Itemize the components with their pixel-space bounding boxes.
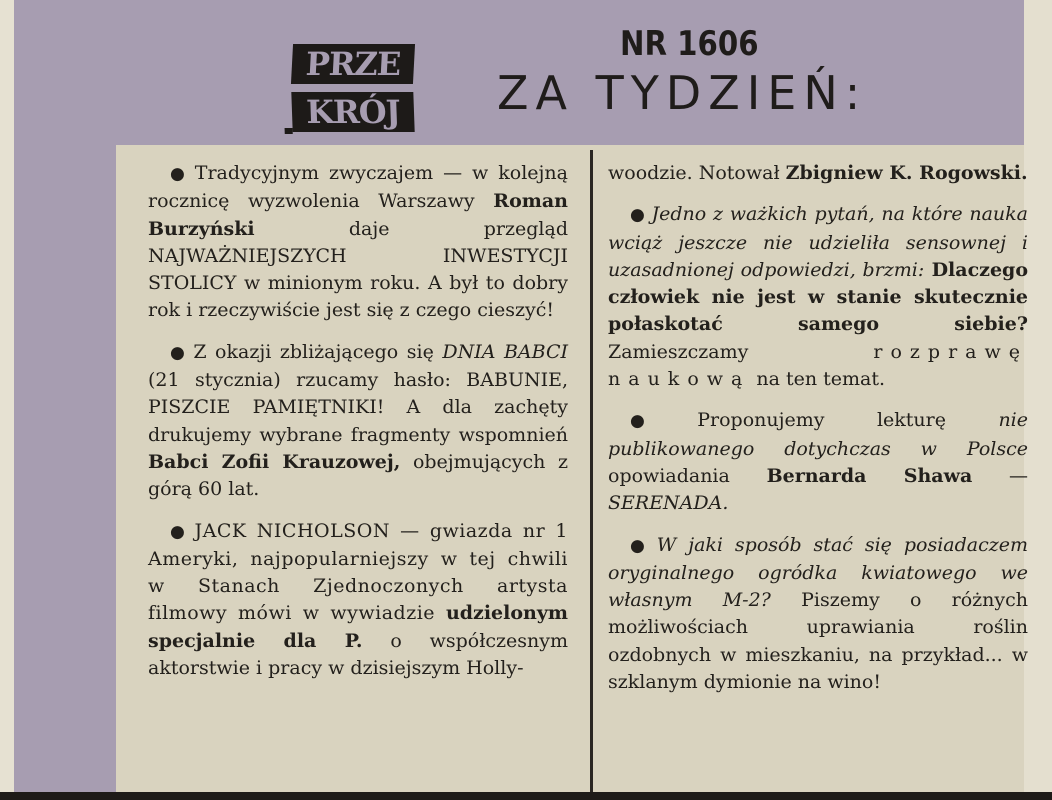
przekroj-logo: [292, 44, 420, 136]
author-name: Zbigniew K. Rogowski.: [785, 162, 1028, 184]
bullet-icon: ●: [630, 535, 651, 556]
next-week-heading: ZA TYDZIEŃ:: [497, 66, 868, 120]
teaser-italic: W jaki sposób stać się posiadaczem oryginalnego ogródka kwiatowego we własnym M-2?: [608, 533, 1028, 612]
teaser-text: JACK NICHOLSON — gwiazda nr 1 Ameryki, najpopularniejszy w tej chwili w Stanach Zjednoczonych artysta filmowy mówi w wywiadzie: [148, 519, 569, 625]
teaser-flower-garden: [608, 532, 1028, 697]
teaser-tickling: [608, 201, 1028, 393]
teaser-italic: nie publikowanego dotychczas w Polsce: [608, 409, 1028, 460]
author-name: Babci Zofii Krauzowej,: [148, 450, 401, 473]
left-column: [148, 160, 568, 696]
author-name: Roman Burzyński: [148, 190, 568, 240]
teaser-text: Zamieszczamy: [608, 340, 874, 363]
column-divider: [590, 150, 593, 792]
teaser-text: opowiadania: [608, 464, 767, 487]
story-title: SERENADA.: [608, 492, 729, 515]
issue-number: NR 1606: [620, 24, 759, 64]
bullet-icon: ●: [630, 205, 646, 226]
teaser-text: obejmujących z górą 60 lat.: [148, 450, 568, 501]
teaser-text: (21 stycznia) rzucamy hasło: BABUNIE, PISZCIE PAMIĘTNIKI! A dla zachęty drukujemy wybrane fragmenty wspomnień: [148, 369, 568, 446]
logo-top-block: PRZE: [291, 44, 415, 84]
teaser-text: Proponujemy lekturę: [697, 409, 999, 432]
teaser-italic: Jedno z ważkich pytań, na które nauka wciąż jeszcze nie udzieliła sensownej i uzasadnionej odpowiedzi, brzmi:: [608, 203, 1028, 281]
teaser-italic: DNIA BABCI: [442, 340, 568, 363]
teaser-spaced: rozprawę naukową: [608, 340, 1028, 391]
bullet-icon: ●: [170, 342, 188, 363]
teaser-text: woodzie. Notował: [608, 162, 786, 184]
teaser-text: o współczesnym aktorstwie i pracy w dzisiejszym Holly-: [148, 629, 568, 680]
teaser-shaw-serenade: [608, 407, 1028, 517]
teaser-warsaw-investments: [148, 160, 568, 325]
teaser-text: Z okazji zbliżającego się: [193, 340, 443, 363]
teaser-text: Piszemy o różnych możliwościach uprawiania roślin ozdobnych w mieszkaniu, na przykład... w szklanym dymionie na wino!: [608, 589, 1028, 694]
bullet-icon: ●: [630, 411, 692, 432]
teaser-continuation: [608, 160, 1028, 187]
teaser-text: na ten temat.: [750, 368, 886, 391]
teaser-jack-nicholson: [148, 518, 568, 683]
teaser-grandmother-day: [148, 339, 568, 504]
logo-bottom-block: KRÓJ: [291, 92, 414, 132]
right-column: [608, 160, 1028, 710]
teaser-text: daje przegląd NAJWAŻNIEJSZYCH INWESTYCJI STOLICY w minionym roku. A był to dobry rok i rzeczywiście jest się z czego cieszyć!: [148, 217, 568, 322]
bullet-icon: ●: [170, 164, 189, 184]
teaser-text: —: [972, 464, 1028, 487]
teaser-bold: Dlaczego człowiek nie jest w stanie skutecznie połaskotać samego siebie?: [608, 258, 1028, 336]
left-color-bar: [14, 145, 116, 800]
scan-edge: [0, 0, 14, 800]
teaser-text: Tradycyjnym zwyczajem — w kolejną rocznicę wyzwolenia Warszawy: [148, 162, 568, 213]
teaser-bold: udzielonym specjalnie dla P.: [148, 602, 568, 652]
bullet-icon: ●: [170, 521, 189, 542]
bottom-rule: [0, 792, 1052, 800]
scan-edge-right: [1024, 0, 1052, 800]
author-name: Bernarda Shawa: [766, 464, 973, 487]
